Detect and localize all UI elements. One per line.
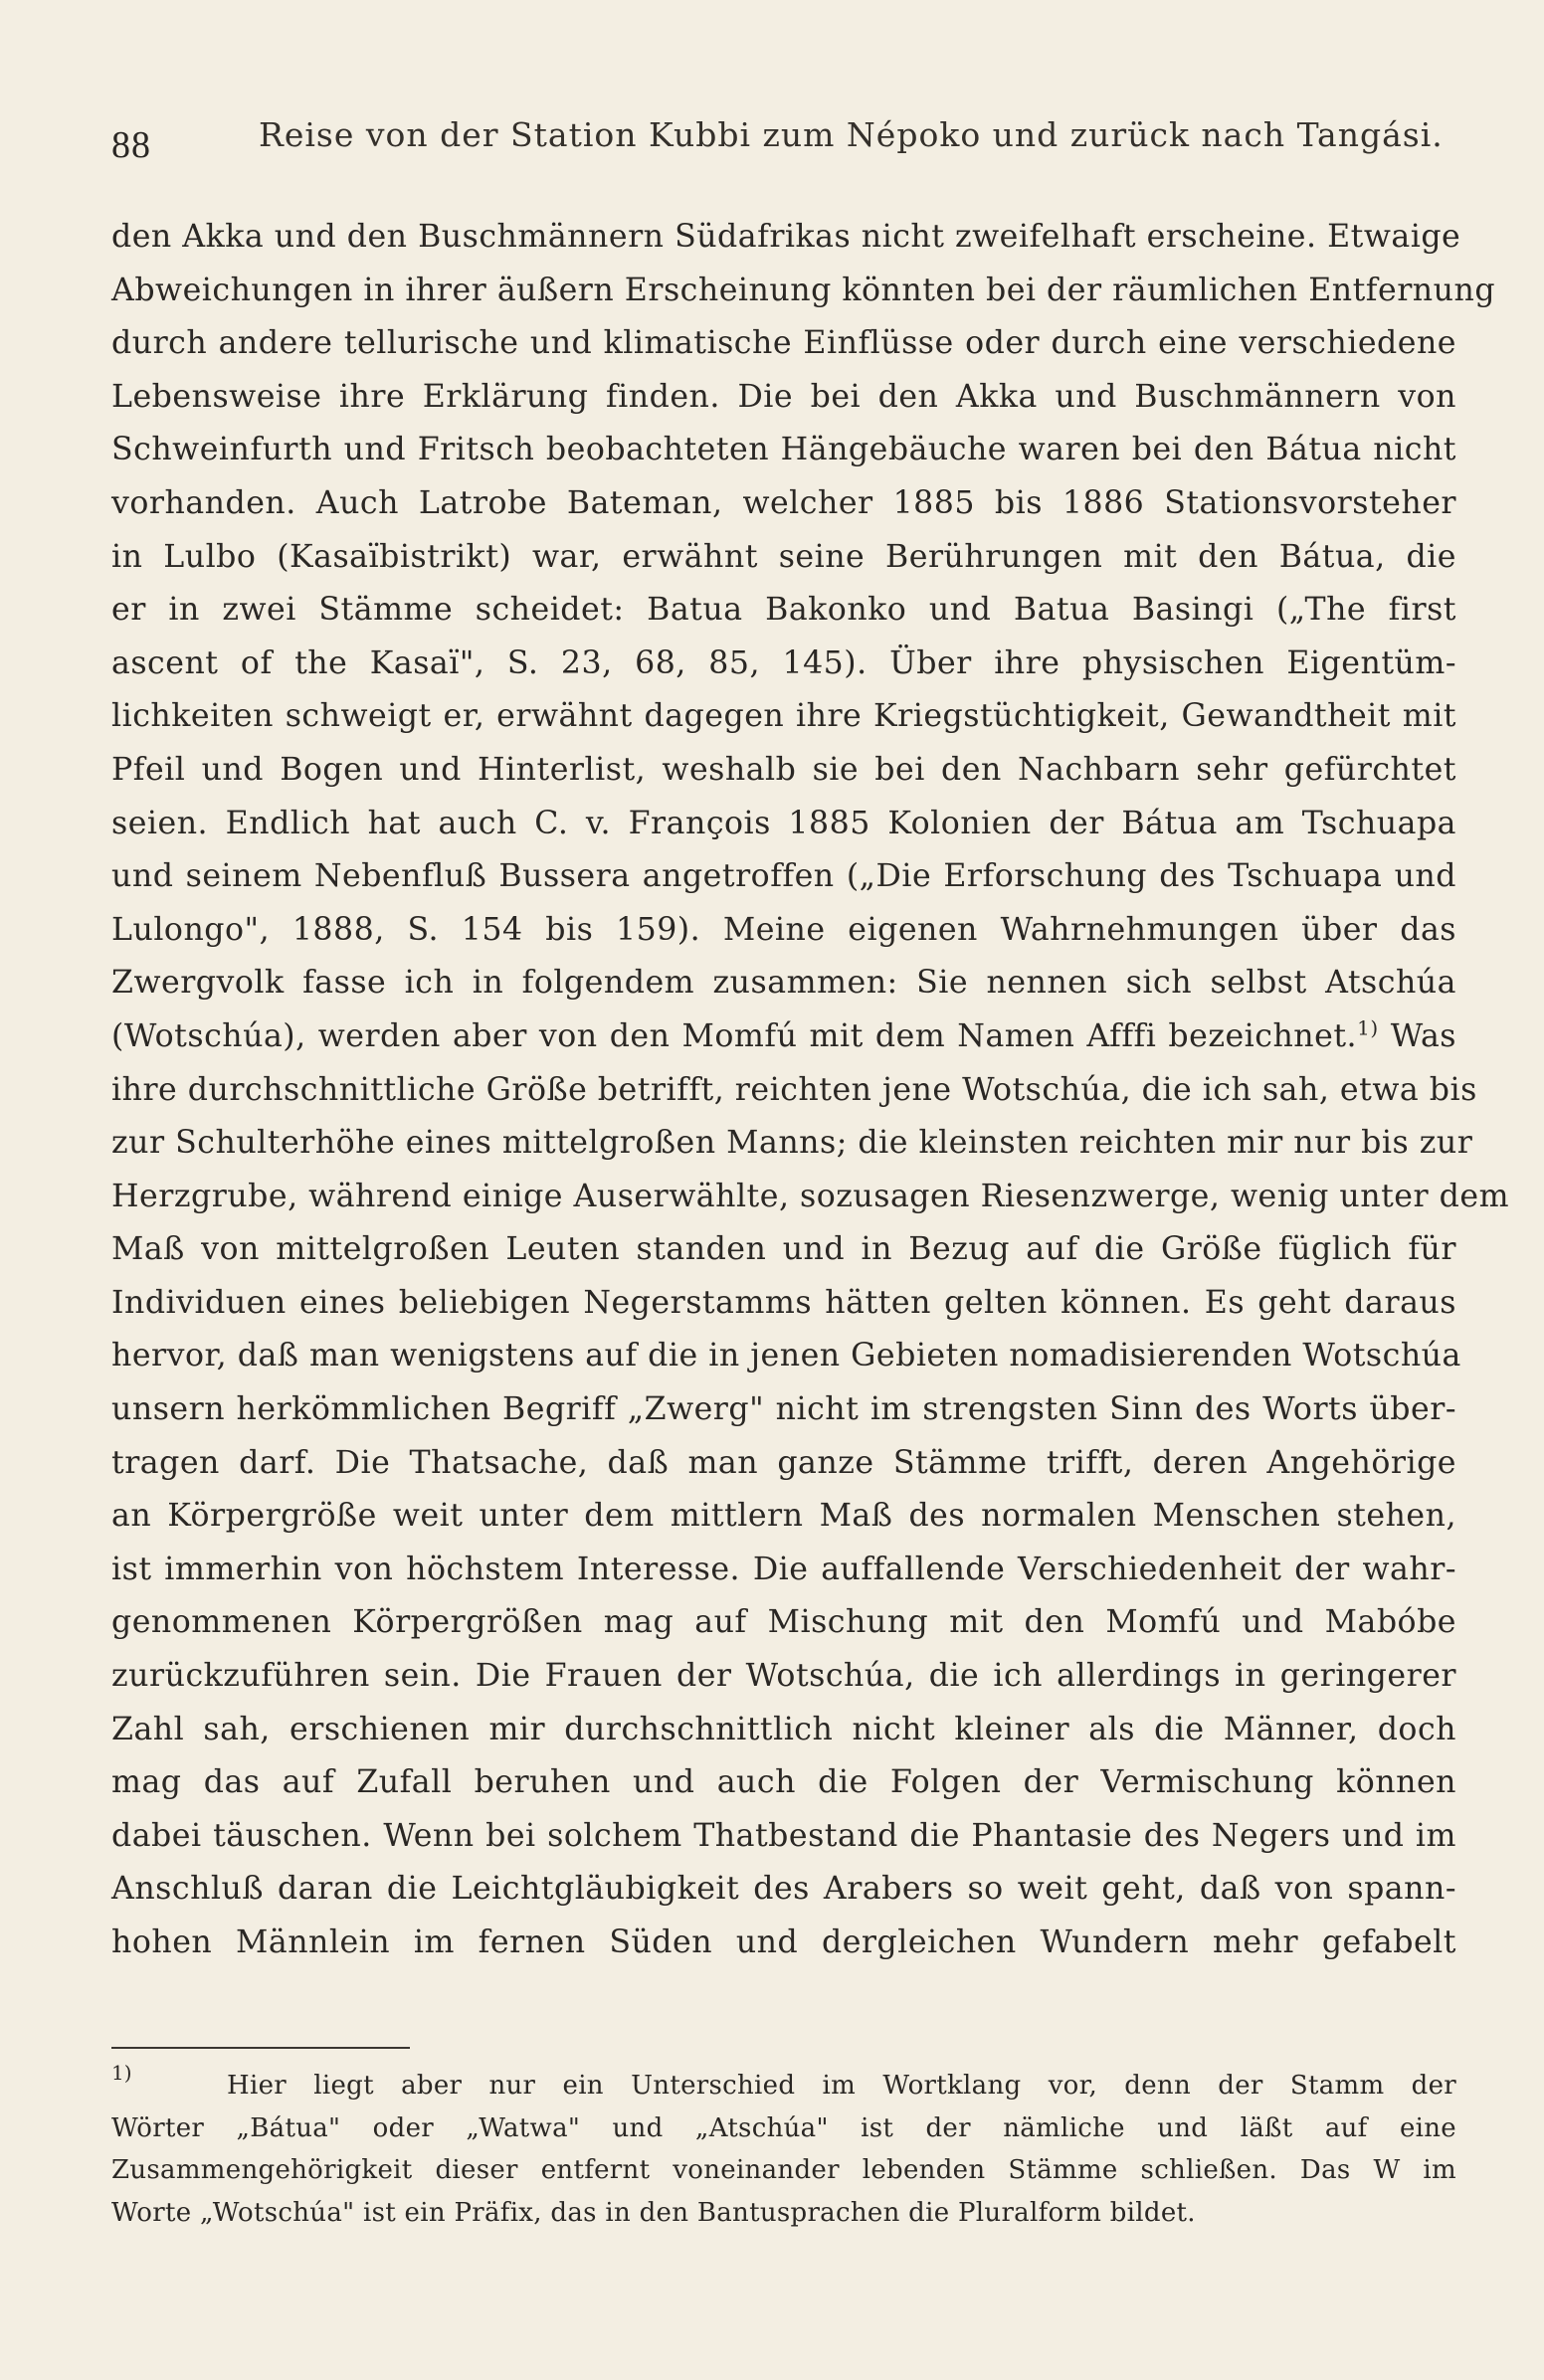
text-line: hohen Männlein im fernen Süden und dergleichen Wundern mehr gefabelt (111, 1924, 1456, 1960)
text-line: Lulongo", 1888, S. 154 bis 159). Meine eigenen Wahrnehmungen über das (111, 911, 1456, 948)
page-header (111, 111, 1456, 171)
text-line: durch andere tellurische und klimatische Einflüsse oder durch eine verschiedene (111, 325, 1456, 362)
footnote-reference[interactable]: 1) (1357, 1015, 1379, 1040)
footnote-marker: 1) (111, 2061, 132, 2085)
text-line: ihre durchschnittliche Größe betrifft, reichten jene Wotschúa, die ich sah, etwa bis (111, 1071, 1477, 1108)
text-line: Pfeil und Bogen und Hinterlist, weshalb sie bei den Nachbarn sehr gefürchtet (111, 751, 1456, 788)
text-line: Zwergvolk fasse ich in folgendem zusammen: Sie nennen sich selbst Atschúa (111, 965, 1456, 1002)
text-line: zurückzuführen sein. Die Frauen der Wotschúa, die ich allerdings in geringerer (111, 1658, 1456, 1695)
footnote (111, 2065, 1456, 2234)
text-line: mag das auf Zufall beruhen und auch die Folgen der Vermischung können (111, 1764, 1456, 1801)
text-line-with-footnote (111, 1010, 1456, 1064)
text-line: ist immerhin von höchstem Interesse. Die auffallende Verschiedenheit der wahr- (111, 1551, 1456, 1587)
text-line-segment: (Wotschúa), werden aber von den Momfú mit dem Namen Afffi bezeichnet. (111, 1017, 1358, 1054)
text-line: tragen darf. Die Thatsache, daß man ganze Stämme trifft, deren Angehörige (111, 1444, 1456, 1481)
text-line: Herzgrube, während einige Auserwählte, sozusagen Riesenzwerge, wenig unter dem (111, 1178, 1510, 1214)
text-line: den Akka und den Buschmännern Südafrikas nicht zweifelhaft erscheine. Etwaige (111, 219, 1461, 255)
text-line: Abweichungen in ihrer äußern Erscheinung könnten bei der räumlichen Entfernung (111, 272, 1496, 308)
text-line: lichkeiten schweigt er, erwähnt dagegen ihre Kriegstüchtigkeit, Gewandtheit mit (111, 698, 1456, 735)
text-line: und seinem Nebenfluß Bussera angetroffen („Die Erforschung des Tschuapa und (111, 858, 1456, 895)
footnote-line: Hier liegt aber nur ein Unterschied im Wortklang vor, denn der Stamm der (227, 2071, 1456, 2101)
text-line: er in zwei Stämme scheidet: Batua Bakonko und Batua Basingi („The first (111, 592, 1456, 629)
footnote-divider (111, 2047, 410, 2049)
text-line: dabei täuschen. Wenn bei solchem Thatbestand die Phantasie des Negers und im (111, 1817, 1456, 1854)
main-text (111, 211, 1510, 1970)
text-line: Schweinfurth und Fritsch beobachteten Hängebäuche waren bei den Bátua nicht (111, 432, 1456, 468)
text-line: ascent of the Kasaï", S. 23, 68, 85, 145). Über ihre physischen Eigentüm- (111, 644, 1456, 681)
text-line: vorhanden. Auch Latrobe Bateman, welcher 1885 bis 1886 Stationsvorsteher (111, 484, 1456, 521)
text-line-segment: Was (1390, 1017, 1457, 1054)
text-line: unsern herkömmlichen Begriff „Zwerg" nicht im strengsten Sinn des Worts über- (111, 1391, 1456, 1428)
text-line: Individuen eines beliebigen Negerstamms hätten gelten können. Es geht daraus (111, 1284, 1456, 1321)
text-line: in Lulbo (Kasaïbistrikt) war, erwähnt seine Berührungen mit den Bátua, die (111, 538, 1456, 575)
text-line: seien. Endlich hat auch C. v. François 1885 Kolonien der Bátua am Tschuapa (111, 805, 1456, 841)
footnote-line: Zusammengehörigkeit dieser entfernt voneinander lebenden Stämme schließen. Das W im (111, 2155, 1456, 2185)
text-line: zur Schulterhöhe eines mittelgroßen Manns; die kleinsten reichten mir nur bis zur (111, 1125, 1473, 1162)
running-head: Reise von der Station Kubbi zum Népoko und zurück nach Tangási. (259, 115, 1444, 154)
text-line: an Körpergröße weit unter dem mittlern Maß des normalen Menschen stehen, (111, 1498, 1456, 1535)
text-line: hervor, daß man wenigstens auf die in jenen Gebieten nomadisierenden Wotschúa (111, 1338, 1461, 1374)
text-line: genommenen Körpergrößen mag auf Mischung mit den Momfú und Mabóbe (111, 1604, 1456, 1641)
page-number: 88 (111, 124, 151, 166)
text-line: Lebensweise ihre Erklärung finden. Die bei den Akka und Buschmännern von (111, 378, 1456, 415)
footnote-line: Worte „Wotschúa" ist ein Präfix, das in den Bantusprachen die Pluralform bildet. (111, 2197, 1196, 2228)
text-line: Zahl sah, erschienen mir durchschnittlich nicht kleiner als die Männer, doch (111, 1711, 1456, 1747)
text-line: Maß von mittelgroßen Leuten standen und in Bezug auf die Größe füglich für (111, 1231, 1456, 1268)
text-line: Anschluß daran die Leichtgläubigkeit des Arabers so weit geht, daß von spann- (111, 1871, 1456, 1908)
footnote-line: Wörter „Bátua" oder „Watwa" und „Atschúa" ist der nämliche und läßt auf eine (111, 2112, 1456, 2143)
